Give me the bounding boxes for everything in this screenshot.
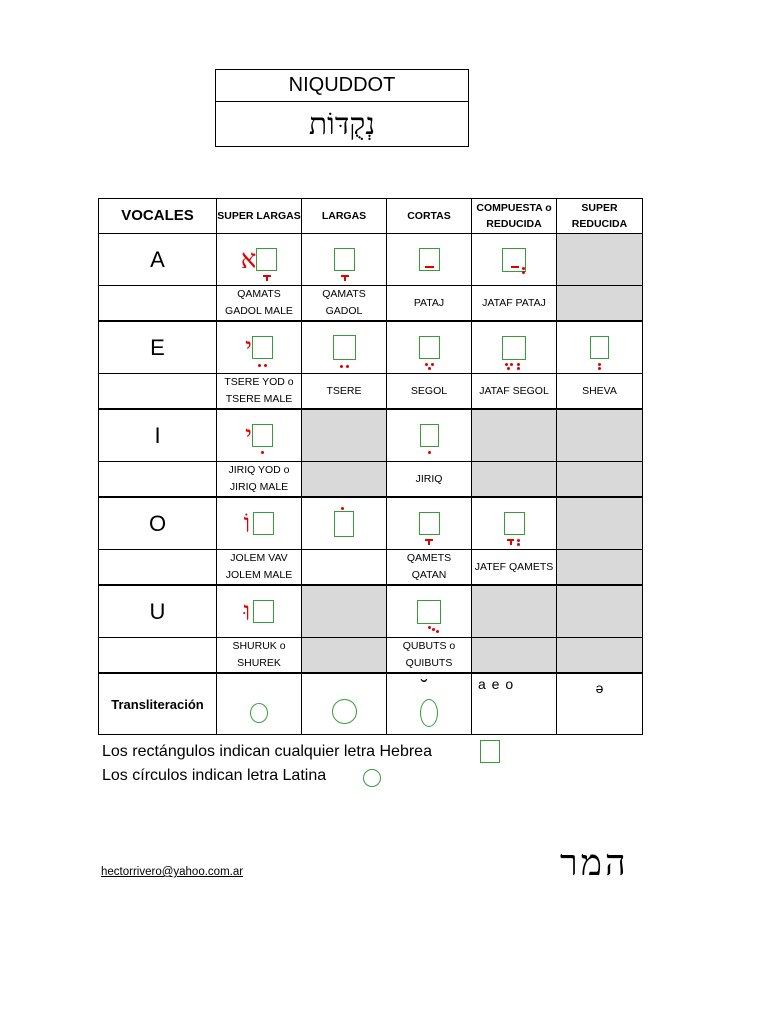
yod-letter: י	[245, 420, 252, 451]
transliteration-super-reducida: ə	[557, 673, 643, 735]
hebrew-letter-placeholder-icon	[419, 336, 440, 359]
legend-line-circles: Los círculos indican letra Latina	[102, 767, 327, 784]
header-largas: LARGAS	[302, 199, 387, 234]
jiriq-symbol	[387, 409, 472, 462]
vowel-row-e-symbols	[99, 321, 643, 374]
label-jatef-qamets: JATEF QAMETS	[472, 550, 557, 586]
label-tsere: TSERE	[302, 374, 387, 410]
title-latin: NIQUDDOT	[216, 70, 468, 102]
label-line: JOLEM MALE	[225, 569, 293, 581]
hebrew-letter-placeholder-icon	[420, 424, 439, 447]
qamats-gadol-symbol	[302, 234, 387, 286]
vowel-row-i-symbols	[99, 409, 643, 462]
sheva-symbol	[557, 321, 643, 374]
hebrew-letter-placeholder-icon	[252, 424, 273, 447]
vowel-row-a-symbols	[99, 234, 643, 286]
label-qamats-gadol-male	[217, 286, 302, 322]
hebrew-letter-placeholder-icon	[334, 248, 355, 271]
empty-label-cell	[99, 374, 217, 410]
vowel-letter-e: E	[99, 321, 217, 374]
label-line: GADOL	[325, 305, 363, 317]
table-header-row	[99, 199, 643, 234]
header-compuesta-line1: COMPUESTA o	[476, 202, 552, 214]
legend-rectangle-icon	[480, 740, 500, 763]
vowel-row-u-labels	[99, 638, 643, 674]
header-compuesta	[472, 199, 557, 234]
label-line: TSERE MALE	[225, 393, 293, 405]
label-line: TSERE YOD o	[224, 376, 294, 388]
hebrew-letter-placeholder-icon	[253, 600, 274, 623]
transliteration-largas	[302, 673, 387, 735]
hebrew-letter-placeholder-icon	[419, 512, 440, 535]
vowel-letter-o: O	[99, 497, 217, 550]
label-shuruk	[217, 638, 302, 674]
label-jiriq-male	[217, 462, 302, 498]
label-sheva: SHEVA	[557, 374, 643, 410]
header-super-reducida-line2: REDUCIDA	[571, 218, 628, 230]
empty-label-cell	[99, 462, 217, 498]
hebrew-letter-placeholder-icon	[333, 335, 356, 360]
label-line: GADOL MALE	[225, 305, 293, 317]
transliteration-row	[99, 673, 643, 735]
legend	[102, 740, 432, 788]
jatef-qamets-symbol	[472, 497, 557, 550]
jolem-male-symbol	[217, 497, 302, 550]
transliteration-compuesta-text: a e o	[478, 676, 515, 692]
label-line: JIRIQ YOD o	[228, 464, 290, 476]
vowel-letter-u: U	[99, 585, 217, 638]
label-line: QUBUTS o	[402, 640, 456, 652]
label-qubuts	[387, 638, 472, 674]
jolem-symbol	[302, 497, 387, 550]
empty-cell	[302, 409, 387, 462]
empty-label-cell	[302, 550, 387, 586]
breve-mark: ˘	[421, 677, 428, 699]
legend-circle-icon	[363, 769, 381, 787]
hebrew-letter-placeholder-icon	[502, 248, 526, 272]
hebrew-letter-placeholder-icon	[256, 248, 277, 271]
header-super-reducida-line1: SUPER	[581, 202, 618, 214]
title-hebrew: נְקֻדּוֹת	[308, 107, 376, 142]
empty-cell	[557, 497, 643, 550]
label-line: QAMATS	[322, 288, 366, 300]
empty-label-cell	[99, 286, 217, 322]
hebrew-letter-placeholder-icon	[590, 336, 609, 359]
shuruk-symbol	[217, 585, 302, 638]
empty-cell	[472, 409, 557, 462]
hebrew-letter-placeholder-icon	[502, 336, 526, 360]
hebrew-letter-placeholder-icon	[253, 512, 274, 535]
empty-cell	[557, 286, 643, 322]
vowel-letter-a: A	[99, 234, 217, 286]
header-super-largas: SUPER LARGAS	[217, 199, 302, 234]
aleph-letter: א	[240, 244, 257, 275]
empty-label-cell	[99, 550, 217, 586]
tsere-male-symbol	[217, 321, 302, 374]
empty-cell	[557, 234, 643, 286]
yod-letter: י	[245, 332, 252, 363]
empty-cell	[557, 409, 643, 462]
label-jataf-segol: JATAF SEGOL	[472, 374, 557, 410]
label-segol: SEGOL	[387, 374, 472, 410]
hebrew-letter-placeholder-icon	[417, 600, 441, 624]
vowel-row-u-symbols	[99, 585, 643, 638]
title-box	[215, 69, 469, 147]
latin-letter-placeholder-icon	[332, 699, 357, 724]
empty-cell	[302, 462, 387, 498]
hebrew-letter-placeholder-icon	[252, 336, 273, 359]
vowel-letter-i: I	[99, 409, 217, 462]
label-jataf-pataj: JATAF PATAJ	[472, 286, 557, 322]
qamets-qatan-symbol	[387, 497, 472, 550]
hebrew-signature: המר	[560, 843, 629, 884]
empty-cell	[557, 638, 643, 674]
transliteration-cortas	[387, 673, 472, 735]
header-compuesta-line2: REDUCIDA	[486, 218, 542, 230]
label-line: JOLEM VAV	[230, 552, 288, 564]
latin-letter-placeholder-icon	[420, 699, 438, 727]
label-line: QAMATS	[237, 288, 281, 300]
vav-holam-letter: וֹ	[243, 508, 251, 539]
empty-cell	[472, 638, 557, 674]
jataf-segol-symbol	[472, 321, 557, 374]
qubuts-symbol	[387, 585, 472, 638]
label-tsere-male	[217, 374, 302, 410]
header-super-reducida	[557, 199, 643, 234]
legend-line-rectangles: Los rectángulos indican cualquier letra Hebrea	[102, 743, 432, 760]
label-line: QUIBUTS	[405, 657, 453, 669]
header-cortas: CORTAS	[387, 199, 472, 234]
jataf-pataj-symbol	[472, 234, 557, 286]
vowel-row-i-labels	[99, 462, 643, 498]
vav-dagesh-letter: וּ	[243, 596, 251, 627]
vowel-row-o-labels	[99, 550, 643, 586]
label-qamets-qatan	[387, 550, 472, 586]
segol-symbol	[387, 321, 472, 374]
header-vocales: VOCALES	[99, 199, 217, 234]
transliteration-label: Transliteración	[99, 673, 217, 735]
author-email-link[interactable]: hectorrivero@yahoo.com.ar	[101, 866, 244, 878]
label-qamats-gadol	[302, 286, 387, 322]
empty-cell	[472, 462, 557, 498]
hebrew-letter-placeholder-icon	[419, 248, 440, 271]
empty-cell	[472, 585, 557, 638]
label-line: SHUREK	[237, 657, 281, 669]
label-line: QATAN	[411, 569, 447, 581]
label-line: JIRIQ MALE	[229, 481, 289, 493]
transliteration-super-largas	[217, 673, 302, 735]
transliteration-compuesta	[472, 673, 557, 735]
label-line: SHURUK o	[232, 640, 286, 652]
hebrew-letter-placeholder-icon	[334, 511, 354, 537]
label-jolem-male	[217, 550, 302, 586]
label-jiriq: JIRIQ	[387, 462, 472, 498]
tsere-symbol	[302, 321, 387, 374]
vowel-row-a-labels	[99, 286, 643, 322]
qamats-gadol-male-symbol	[217, 234, 302, 286]
empty-cell	[557, 585, 643, 638]
empty-cell	[302, 638, 387, 674]
empty-cell	[302, 585, 387, 638]
empty-cell	[557, 462, 643, 498]
empty-cell	[557, 550, 643, 586]
vowel-row-e-labels	[99, 374, 643, 410]
label-pataj: PATAJ	[387, 286, 472, 322]
pataj-symbol	[387, 234, 472, 286]
vowel-row-o-symbols	[99, 497, 643, 550]
vowel-table	[98, 198, 643, 735]
label-line: QAMETS	[406, 552, 452, 564]
latin-letter-placeholder-icon	[250, 703, 268, 723]
jiriq-male-symbol	[217, 409, 302, 462]
empty-label-cell	[99, 638, 217, 674]
hebrew-letter-placeholder-icon	[504, 512, 525, 535]
